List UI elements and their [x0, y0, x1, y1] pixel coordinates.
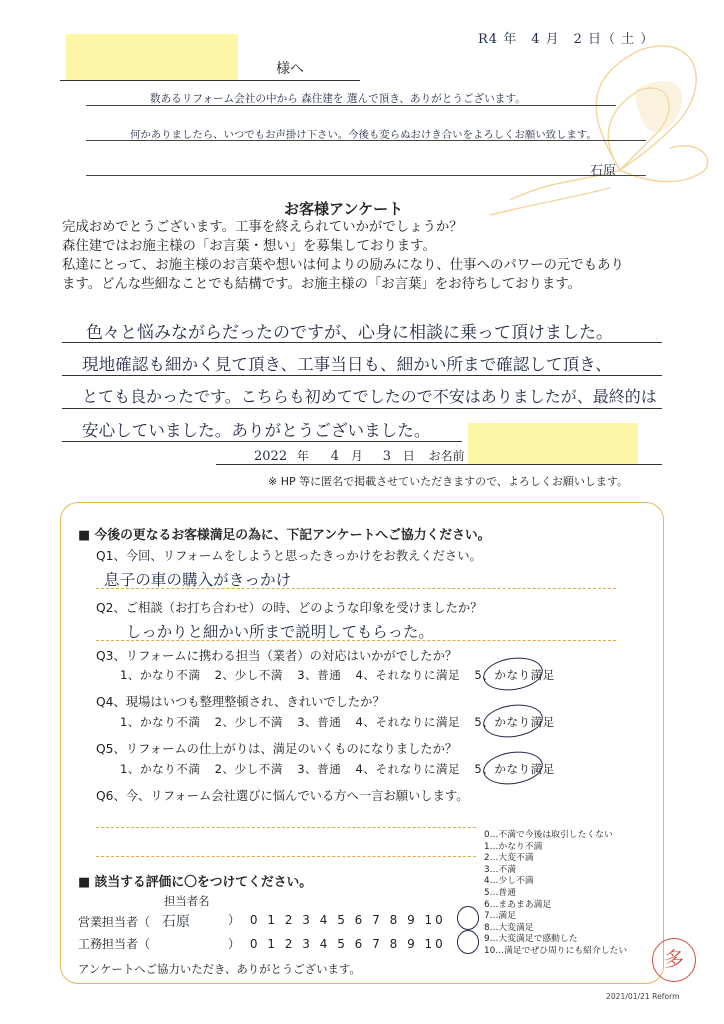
scale-option: 1、かなり不満 — [120, 668, 201, 682]
question-6: Q6、今、リフォーム会社選びに悩んでいる方へ一言お願いします。 — [96, 789, 469, 803]
rating-digit: 1 — [267, 937, 278, 951]
letter-text-2: 何かありましたら、いつでもお声掛け下さい。今後も変らぬおけき合いをよろしくお願い致します。 — [130, 129, 597, 141]
comment-line: 安心していました。ありがとうございました。 — [82, 421, 431, 440]
intro-line: 完成おめでとうございます。工事を終えられていかがでしょうか？ — [62, 220, 463, 235]
scale-option: 4、それなりに満足 — [355, 715, 461, 729]
answer-line-6a — [96, 827, 476, 828]
letter-date: R4 年 4 月 2 日（ 土 ） — [478, 32, 655, 47]
rating-digit: 1 — [267, 913, 278, 927]
anonymity-note: ※ HP 等に匿名で掲載させていただきますので、よろしくお願いします。 — [268, 475, 629, 488]
sign-year-unit: 年 — [296, 449, 309, 463]
answer-line-2 — [96, 640, 616, 641]
legend-item: 1…かなり不満 — [484, 841, 543, 852]
scale-option: 5、かなり満足 — [474, 762, 555, 776]
scale-option: 1、かなり不満 — [120, 715, 201, 729]
question-2: Q2、ご相談（お打ち合わせ）の時、どのような印象を受けましたか？ — [96, 601, 483, 615]
legend-item: 9…大変満足で感動した — [484, 934, 578, 945]
question-4: Q4、現場はいつも整理整頓され、きれいでしたか？ — [96, 695, 385, 709]
rating-digit: 9 — [407, 937, 418, 951]
comment-line: 色々と悩みながらだったのですが、心身に相談に乗って頂けました。 — [86, 323, 613, 343]
approval-stamp — [652, 938, 696, 982]
rating-digit: 4 — [319, 937, 331, 951]
rating-digit: 5 — [337, 913, 348, 927]
staff-header: 担当者名 — [164, 894, 210, 908]
thanks-text: アンケートへご協力いただき、ありがとうございます。 — [78, 962, 361, 976]
letter-text-1: 数あるリフォーム会社の中から 森住建を 選んで頂き、ありがとうございます。 — [150, 93, 526, 105]
legend-item: 7…満足 — [484, 911, 516, 922]
letter-signature: 石原 — [590, 164, 617, 179]
selection-circle-construction — [457, 930, 479, 954]
legend-item: 2…大変不満 — [484, 853, 534, 864]
comment-line-3 — [62, 408, 662, 409]
comment-line: 現地確認も細かく見て頂き、工事当日も、細かい所まで確認して頂き、 — [82, 355, 612, 374]
intro-text — [62, 218, 662, 294]
legend-item: 6…まあまあ満足 — [484, 899, 552, 910]
answer-line-6b — [96, 856, 476, 857]
name-label: お名前 — [428, 449, 465, 463]
answer-2: しっかりと細かい所まで説明してもらった。 — [126, 623, 434, 641]
letter-line-3 — [86, 175, 646, 176]
comment-line-4 — [62, 441, 462, 442]
scale-option: 5、かなり満足 — [474, 668, 555, 682]
rating-digit: 2 — [284, 937, 296, 951]
rating-digit: 7 — [372, 937, 383, 951]
intro-line: ます。どんな些細なことでも結構です。お施主様の「お言葉」をお待ちしております。 — [62, 277, 582, 292]
scale-option: 3、普通 — [297, 715, 342, 729]
scale-option: 4、それなりに満足 — [355, 668, 461, 682]
sales-label: 営業担当者（ — [78, 915, 151, 929]
survey-title: お客様アンケート — [284, 200, 404, 218]
stamp-char: 多 — [664, 947, 684, 971]
rating-digit: 5 — [337, 937, 348, 951]
scale-option: 3、普通 — [297, 762, 342, 776]
recipient-underline — [60, 80, 360, 81]
section1-title: ■ 今後の更なるお客様満足の為に、下記アンケートへご協力ください。 — [78, 528, 491, 543]
sign-month-unit: 月 — [350, 449, 363, 463]
salutation: 様へ — [276, 61, 304, 77]
sign-day-unit: 日 — [402, 449, 415, 463]
scale-option: 4、それなりに満足 — [355, 762, 461, 776]
rating-digit: 8 — [389, 913, 401, 927]
rating-digit: 9 — [407, 913, 418, 927]
sales-row — [78, 911, 190, 931]
legend-item: 3…不満 — [484, 864, 516, 875]
section2-title: ■ 該当する評価に〇をつけてください。 — [78, 875, 313, 890]
sales-rating — [228, 911, 446, 928]
footer-code: 2021/01/21 Reform — [606, 992, 680, 1001]
question-3: Q3、リフォームに携わる担当（業者）の対応はいかがでしたか？ — [96, 649, 458, 663]
scale-option: 3、普通 — [297, 668, 342, 682]
scale-option: 2、少し不満 — [214, 715, 283, 729]
selection-circle-sales — [457, 906, 479, 930]
intro-line: 森住建ではお施主様の「お言葉・想い」を募集しております。 — [62, 239, 436, 254]
rating-legend — [484, 830, 627, 958]
rating-digit: 0 — [249, 937, 261, 951]
legend-item: 10…満足でぜひ周りにも紹介したい — [484, 945, 628, 956]
construction-rating — [228, 935, 446, 952]
rating-digit: 7 — [372, 913, 383, 927]
construction-label: 工務担当者（ — [78, 937, 151, 951]
intro-line: 私達にとって、お施主様のお言葉や想いは何よりの励みになり、仕事へのパワーの元でもあり — [62, 258, 624, 273]
rating-digit: 8 — [389, 937, 401, 951]
rating-digit: 4 — [319, 913, 331, 927]
rating-digit: 0 — [249, 913, 261, 927]
rating-digit: 3 — [302, 937, 313, 951]
rating-digit: 10 — [424, 937, 446, 951]
construction-row — [78, 935, 150, 952]
question-5: Q5、リフォームの仕上がりは、満足のいくものになりましたか？ — [96, 742, 458, 756]
legend-item: 8…大変満足 — [484, 922, 534, 933]
scale-option: 5、かなり満足 — [474, 715, 555, 729]
legend-item: 0…不満で今後は取引したくない — [484, 830, 613, 840]
legend-item: 4…少し不満 — [484, 876, 534, 887]
rating-digit: 10 — [424, 913, 446, 927]
scale-option: 2、少し不満 — [214, 762, 283, 776]
sales-name: 石原 — [161, 914, 190, 930]
scale-option: 1、かなり不満 — [120, 762, 201, 776]
answer-line-1 — [96, 588, 616, 589]
sign-month: 4 — [330, 449, 340, 464]
close-paren: ） — [228, 937, 244, 951]
sign-line — [254, 447, 465, 464]
rating-digit: 6 — [354, 937, 366, 951]
answer-1: 息子の車の購入がきっかけ — [104, 571, 292, 589]
rating-digit: 6 — [354, 913, 366, 927]
legend-item: 5…普通 — [484, 887, 516, 898]
sign-day: 3 — [382, 449, 391, 464]
close-paren: ） — [228, 913, 244, 927]
comment-line: とても良かったです。こちらも初めてでしたので不安はありましたが、最終的は — [82, 387, 657, 406]
sign-underline — [216, 464, 662, 465]
question-1: Q1、今回、リフォームをしようと思ったきっかけをお教えください。 — [96, 549, 482, 563]
rating-digit: 3 — [302, 913, 313, 927]
rating-digit: 2 — [284, 913, 296, 927]
recipient-name-redacted — [66, 34, 238, 80]
sign-year: 2022 — [254, 449, 288, 464]
comment-line-2 — [62, 375, 662, 376]
scale-option: 2、少し不満 — [214, 668, 283, 682]
commenter-name-redacted — [468, 423, 638, 465]
